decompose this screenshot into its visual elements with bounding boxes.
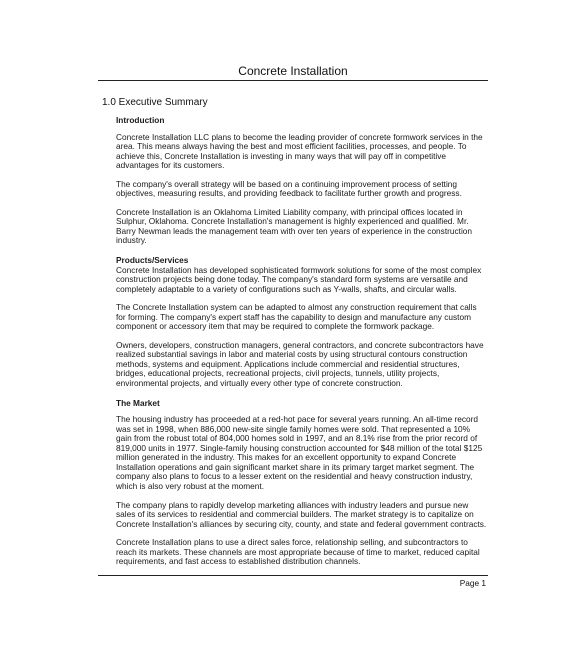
footer-divider xyxy=(98,575,488,576)
document-body xyxy=(116,116,488,567)
market-paragraph: The housing industry has proceeded at a red-hot pace for several years running. An all-time record was set in 1998, when 886,000 new-site single family homes were sold. That represented a 10% gain from the robust total of 804,000 homes sold in 1997, and an 8.1% rise from the prior record of 819,000 units in 1977. Single-family housing construction accounted for $48 million of the total $125 million generated in the industry. This makes for an excellent opportunity to expand Concrete Installation operations and gain significant market share in its primary target market segment. The company also plans to focus to a lesser extent on the residential and heavy construction industry, which is also very robust at the moment. xyxy=(116,414,483,491)
products-services-paragraph: The Concrete Installation system can be adapted to almost any construction requirement that calls for forming. The company's expert staff has the capability to design and manufacture any custom component or accessory item that may be required to complete the formwork package. xyxy=(116,302,477,332)
products-services-heading: Products/Services xyxy=(116,255,189,266)
title-divider xyxy=(98,80,488,81)
section-heading: 1.0 Executive Summary xyxy=(102,97,208,108)
introduction-paragraph: Concrete Installation is an Oklahoma Limited Liability company, with principal offices located in Sulphur, Oklahoma. Concrete Installation's management is highly experienced and qualified. Mr. Barry Newman leads the management team with over ten years of experience in the construction industry. xyxy=(116,206,473,246)
page-number: Page 1 xyxy=(459,578,486,588)
market-heading: The Market xyxy=(116,397,160,408)
products-services-paragraph: Owners, developers, construction managers, general contractors, and concrete subcontractors have realized substantial savings in labor and material costs by using structural contours construction methods, systems and equipment. Applications include commercial and residential structures, bridges, educational projects, recreational projects, civil projects, tunnels, utility projects, environmental projects, and virtually every other type of concrete construction. xyxy=(116,339,484,389)
products-services-paragraph: Concrete Installation has developed sophisticated formwork solutions for some of the most complex construction projects being done today. The company's standard form systems are versatile and completely adaptable to a variety of configurations such as Y-walls, shafts, and circular walls. xyxy=(116,264,482,294)
market-paragraph: The company plans to rapidly develop marketing alliances with industry leaders and pursue new sales of its services to residential and commercial builders. The market strategy is to capitalize on Concrete Installation's alliances by securing city, county, and state and federal government contracts. xyxy=(116,499,487,529)
introduction-paragraph: Concrete Installation LLC plans to become the leading provider of concrete formwork services in the area. This means always having the best and most efficient facilities, processes, and people. To achieve this, Concrete Installation is investing in many ways that will pay off in competitive advantages for its customers. xyxy=(116,131,483,171)
document-title: Concrete Installation xyxy=(238,64,348,78)
introduction-heading: Introduction xyxy=(116,115,165,125)
market-paragraph: Concrete Installation plans to use a direct sales force, relationship selling, and subcontractors to reach its markets. These channels are most appropriate because of time to market, reduced capital requirements, and fast access to established distribution channels. xyxy=(116,537,480,567)
introduction-paragraph: The company's overall strategy will be based on a continuing improvement process of setting objectives, measuring results, and providing feedback to facilitate further growth and progress. xyxy=(116,178,462,199)
